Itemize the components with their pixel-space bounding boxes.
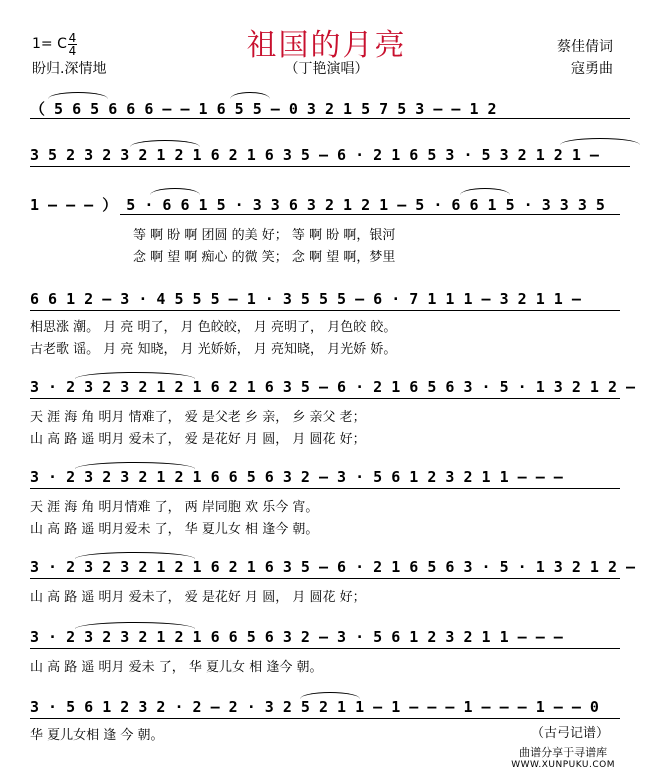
beam-line [30, 718, 620, 719]
slur-mark [75, 462, 195, 469]
score-line-6: 3 · 2 3 2 3 2 1 2 1 6 6 5 6 3 2 – 3 · 5 6 1 2 3 2 1 1 – – – [30, 468, 563, 486]
score-line-5: 3 · 2 3 2 3 2 1 2 1 6 2 1 6 3 5 – 6 · 2 1 6 5 6 3 · 5 · 1 3 2 1 2 – [30, 378, 636, 396]
lyricist-credit: 蔡佳倩词 [557, 39, 613, 55]
watermark-text: 曲谱分享于寻谱库 [519, 746, 608, 759]
time-signature-bottom: 4 [68, 44, 77, 58]
lyric-line-8a: 山 高 路 遥 明月 爱未 了， 华 夏儿女 相 逢今 朝。 [30, 660, 323, 675]
slur-mark [150, 188, 200, 195]
slur-mark [460, 188, 510, 195]
slur-mark [75, 552, 195, 559]
score-line-9: 3 · 5 6 1 2 3 2 · 2 – 2 · 3 2 5 2 1 1 – 1 – – – 1 – – – 1 – – 0 [30, 698, 599, 716]
expression-marking: 盼归.深情地 [32, 61, 107, 77]
lyric-line-5a: 天 涯 海 角 明月 情难了， 爱 是父老 乡 亲， 乡 亲父 老； [30, 410, 366, 425]
score-line-2: 3 5 2 3 2 3 2 1 2 1 6 2 1 6 3 5 – 6 · 2 1 6 5 3 · 5 3 2 1 2 1 – [30, 146, 599, 164]
beam-line [30, 648, 620, 649]
beam-line [30, 310, 620, 311]
lyric-line-4a: 相思涨 潮。 月 亮 明了， 月 色皎皎， 月 亮明了， 月色皎 皎。 [30, 320, 397, 335]
lyric-line-3a: 等 啊 盼 啊 团圆 的美 好； 等 啊 盼 啊，银河 [133, 228, 396, 243]
score-line-7: 3 · 2 3 2 3 2 1 2 1 6 2 1 6 3 5 – 6 · 2 1 6 5 6 3 · 5 · 1 3 2 1 2 – [30, 558, 636, 576]
singer-credit: （丁艳演唱） [284, 61, 369, 77]
page-title: 祖国的月亮 [246, 28, 407, 63]
score-line-4: 6 6 1 2 – 3 · 4 5 5 5 – 1 · 3 5 5 5 – 6 · 7 1 1 1 – 3 2 1 1 – [30, 290, 581, 308]
watermark [511, 746, 615, 772]
lyric-line-6b: 山 高 路 遥 明月爱未 了， 华 夏儿女 相 逢今 朝。 [30, 522, 319, 537]
beam-line [30, 398, 620, 399]
slur-mark [560, 138, 640, 145]
score-line-3: 1 – – – ） 5 · 6 6 1 5 · 3 3 6 3 2 1 2 1 – 5 · 6 6 1 5 · 3 3 3 5 [30, 196, 605, 214]
slur-mark [75, 622, 195, 629]
beam-line [30, 166, 630, 167]
watermark-url: WWW.XUNPUKU.COM [511, 760, 615, 770]
slur-mark [48, 92, 108, 99]
score-line-1: （ 5 6 5 6 6 6 – – 1 6 5 5 – 0 3 2 1 5 7 5 3 – – 1 2 [30, 100, 497, 118]
score-line-8: 3 · 2 3 2 3 2 1 2 1 6 6 5 6 3 2 – 3 · 5 6 1 2 3 2 1 1 – – – [30, 628, 563, 646]
time-signature [68, 32, 77, 57]
composer-credit: 寇勇曲 [571, 61, 613, 77]
transcriber-credit: （古弓记谱） [530, 726, 609, 741]
lyric-line-3b: 念 啊 望 啊 痴心 的微 笑； 念 啊 望 啊，梦里 [133, 250, 396, 265]
slur-mark [300, 692, 360, 699]
lyric-line-7a: 山 高 路 遥 明月 爱未了， 爱 是花好 月 圆， 月 圆花 好； [30, 590, 366, 605]
time-signature-top: 4 [68, 31, 77, 45]
beam-line [30, 488, 620, 489]
lyric-line-9a: 华 夏儿女相 逢 今 朝。 [30, 728, 164, 743]
beam-line [120, 214, 620, 215]
beam-line [30, 118, 630, 119]
beam-line [30, 578, 620, 579]
lyric-line-4b: 古老歌 谣。 月 亮 知晓， 月 光娇娇， 月 亮知晓， 月光娇 娇。 [30, 342, 397, 357]
key-signature: 1= C [32, 36, 67, 52]
lyric-line-5b: 山 高 路 遥 明月 爱未了， 爱 是花好 月 圆， 月 圆花 好； [30, 432, 366, 447]
slur-mark [75, 372, 195, 379]
slur-mark [230, 92, 270, 99]
lyric-line-6a: 天 涯 海 角 明月情难 了， 两 岸同胞 欢 乐今 宵。 [30, 500, 319, 515]
slur-mark [130, 140, 200, 147]
